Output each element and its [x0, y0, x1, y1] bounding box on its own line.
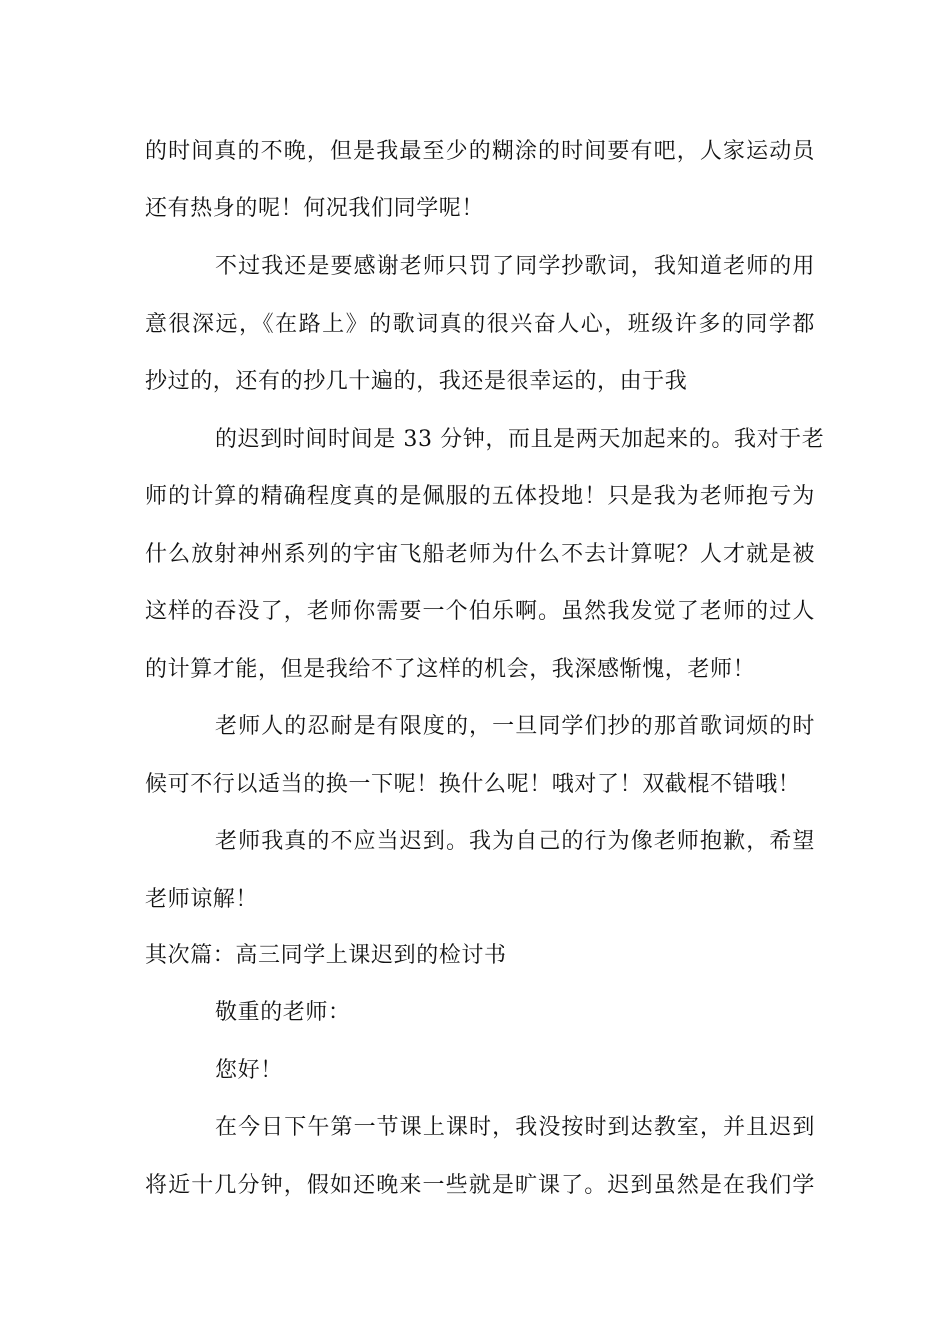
text-line: 这样的吞没了，老师你需要一个伯乐啊。虽然我发觉了老师的过人 [145, 599, 815, 624]
greeting: 您好！ [215, 1058, 283, 1083]
text-line: 什么放射神州系列的宇宙飞船老师为什么不去计算呢？人才就是被 [145, 542, 815, 567]
text-line: 将近十几分钟，假如还晚来一些就是旷课了。迟到虽然是在我们学 [145, 1173, 815, 1198]
text-line: 的时间真的不晚，但是我最至少的糊涂的时间要有吧，人家运动员 [145, 139, 815, 164]
paragraph-start-line: 老师人的忍耐是有限度的，一旦同学们抄的那首歌词烦的时 [215, 714, 815, 739]
text-line: 还有热身的呢！何况我们同学呢！ [145, 196, 485, 221]
paragraph-start-line: 不过我还是要感谢老师只罚了同学抄歌词，我知道老师的用 [215, 254, 815, 279]
text-line: 抄过的，还有的抄几十遍的，我还是很幸运的，由于我 [145, 369, 688, 394]
text-line: 意很深远，《在路上》的歌词真的很兴奋人心，班级许多的同学都 [145, 312, 815, 337]
text-line: 的计算才能，但是我给不了这样的机会，我深感惭愧，老师！ [145, 657, 756, 682]
section-heading: 其次篇：高三同学上课迟到的检讨书 [145, 943, 507, 968]
salutation: 敬重的老师： [215, 1000, 351, 1025]
text-line: 老师谅解！ [145, 887, 259, 912]
paragraph-start-line: 的迟到时间时间是 33 分钟，而且是两天加起来的。我对于老 [215, 427, 825, 452]
text-line: 师的计算的精确程度真的是佩服的五体投地！只是我为老师抱亏为 [145, 484, 815, 509]
paragraph-start-line: 老师我真的不应当迟到。我为自己的行为像老师抱歉，希望 [215, 829, 815, 854]
text-line: 候可不行以适当的换一下呢！换什么呢！哦对了！双截棍不错哦！ [145, 772, 801, 797]
paragraph-start-line: 在今日下午第一节课上课时，我没按时到达教室，并且迟到 [215, 1115, 815, 1140]
